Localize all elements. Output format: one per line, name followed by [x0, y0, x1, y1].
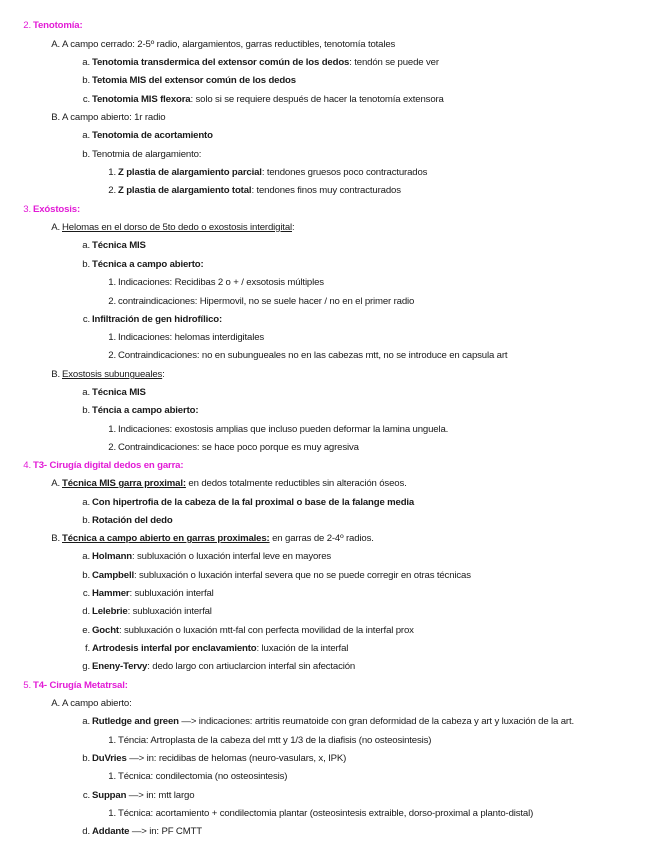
list-marker: b. — [82, 75, 90, 86]
list-marker: 3. — [23, 204, 31, 215]
text-segment: : subluxación o luxación interfal severa que no se puede corregir en otras técnicas — [133, 570, 471, 581]
list-marker: B. — [51, 369, 60, 380]
item-text — [92, 606, 212, 618]
item-text — [92, 387, 146, 399]
item-text — [118, 167, 427, 179]
text-segment: Téncia: Artroplasta de la cabeza del mtt y 1/3 de la diafisis (no osteosintesis) — [118, 735, 432, 746]
list-marker: 1. — [108, 332, 116, 343]
item-text — [92, 826, 202, 838]
text-segment: Suppan — [92, 790, 127, 801]
item-text — [92, 570, 471, 582]
list-marker: 1. — [108, 808, 116, 819]
text-segment: Técnica: acortamiento + condilectomia plantar (osteosintesis extraible, dorso-proximal a planto-distal) — [118, 808, 534, 819]
text-segment: —> in: PF CMTT — [129, 826, 202, 837]
text-segment: Tenotomia de acortamiento — [92, 130, 213, 141]
item-text — [92, 497, 414, 509]
text-segment: Addante — [92, 826, 130, 837]
item-text — [118, 442, 359, 454]
text-segment: Téncia a campo abierto: — [92, 405, 199, 416]
item-text — [92, 149, 201, 161]
text-segment: Indicaciones: exostosis amplias que incluso pueden deformar la lamina unguela. — [118, 424, 449, 435]
list-marker: a. — [82, 497, 90, 508]
text-segment: T4- Cirugía Metatrsal: — [33, 680, 128, 691]
text-segment: Tenotmia de alargamiento: — [92, 149, 202, 160]
list-marker: d. — [82, 826, 90, 837]
text-segment: Técnica: condilectomia (no osteosintesis) — [118, 771, 288, 782]
text-segment: Artrodesis interfal por enclavamiento — [92, 643, 257, 654]
text-segment: Helomas en el dorso de 5to dedo o exostosis interdigital — [62, 222, 292, 233]
text-segment: —> indicaciones: artritis reumatoide con gran deformidad de la cabeza y art y luxación de la art. — [178, 716, 574, 727]
item-text — [62, 698, 132, 710]
item-text — [62, 478, 407, 490]
text-segment: —> in: recidibas de helomas (neuro-vasulars, x, IPK) — [126, 753, 347, 764]
list-marker: 2. — [23, 20, 31, 31]
item-text — [92, 130, 213, 142]
list-marker: 1. — [108, 771, 116, 782]
list-marker: b. — [82, 405, 90, 416]
text-segment: en garras de 2-4º radios. — [269, 533, 374, 544]
item-text — [118, 350, 507, 362]
text-segment: contraindicaciones: Hipermovil, no se suele hacer / no en el primer radio — [118, 296, 415, 307]
text-segment: Técnica MIS — [92, 387, 146, 398]
list-marker: b. — [82, 753, 90, 764]
text-segment: Tenotomía: — [33, 20, 83, 31]
item-text — [92, 405, 198, 417]
text-segment: : — [292, 222, 295, 233]
item-text — [118, 185, 401, 197]
list-marker: 1. — [108, 167, 116, 178]
item-text — [92, 643, 348, 655]
item-text — [92, 588, 214, 600]
list-marker: b. — [82, 259, 90, 270]
item-text — [92, 314, 222, 326]
text-segment: T3- Cirugía digital dedos en garra: — [33, 460, 184, 471]
text-segment: Contraindicaciones: se hace poco porque es muy agresiva — [118, 442, 359, 453]
item-text — [118, 332, 264, 344]
list-marker: 1. — [108, 424, 116, 435]
list-marker: A. — [51, 698, 60, 709]
item-text — [92, 661, 355, 673]
list-marker: a. — [82, 551, 90, 562]
item-text — [92, 551, 331, 563]
item-text — [62, 39, 395, 51]
list-marker: 1. — [108, 277, 116, 288]
list-marker: b. — [82, 570, 90, 581]
list-marker: 2. — [108, 185, 116, 196]
text-segment: Rotación del dedo — [92, 515, 173, 526]
text-segment: Z plastia de alargamiento total — [118, 185, 252, 196]
item-text — [33, 460, 183, 472]
text-segment: : tendones finos muy contracturados — [251, 185, 401, 196]
text-segment: : — [162, 369, 165, 380]
text-segment: Técnica MIS — [92, 240, 146, 251]
text-segment: Técnica MIS garra proximal: — [62, 478, 186, 489]
list-marker: B. — [51, 112, 60, 123]
item-text — [92, 790, 194, 802]
text-segment: A campo cerrado: 2-5º radio, alargamientos, garras reductibles, tenotomía totales — [62, 39, 396, 50]
text-segment: Rutledge and green — [92, 716, 179, 727]
text-segment: : subluxación o luxación interfal leve en mayores — [132, 551, 332, 562]
item-text — [92, 259, 204, 271]
text-segment: : tendones gruesos poco contracturados — [261, 167, 428, 178]
list-marker: b. — [82, 149, 90, 160]
text-segment: Indicaciones: Recidibas 2 o + / exsotosis múltiples — [118, 277, 324, 288]
item-text — [62, 369, 165, 381]
text-segment: Con hipertrofia de la cabeza de la fal proximal o base de la falange media — [92, 497, 415, 508]
text-segment: en dedos totalmente reductibles sin alteración óseos. — [185, 478, 407, 489]
list-marker: g. — [82, 661, 90, 672]
list-marker: c. — [82, 588, 90, 599]
item-text — [118, 296, 414, 308]
text-segment: Lelebrie — [92, 606, 128, 617]
item-text — [33, 680, 128, 692]
item-text — [118, 424, 448, 436]
list-marker: B. — [51, 533, 60, 544]
text-segment: Técnica a campo abierto en garras proximales: — [62, 533, 270, 544]
text-segment: Holmann — [92, 551, 132, 562]
item-text — [33, 20, 83, 32]
item-text — [92, 716, 574, 728]
text-segment: A campo abierto: 1r radio — [62, 112, 166, 123]
text-segment: Contraindicaciones: no en subungueales no en las cabezas mtt, no se introduce en capsula art — [118, 350, 508, 361]
list-marker: c. — [82, 790, 90, 801]
item-text — [92, 57, 439, 69]
text-segment: A campo abierto: — [62, 698, 132, 709]
list-marker: c. — [82, 94, 90, 105]
text-segment: Exóstosis: — [33, 204, 81, 215]
list-marker: c. — [82, 314, 90, 325]
item-text — [33, 204, 80, 216]
list-marker: f. — [84, 643, 90, 654]
text-segment: DuVries — [92, 753, 127, 764]
item-text — [62, 222, 295, 234]
list-marker: 2. — [108, 350, 116, 361]
text-segment: Hammer — [92, 588, 130, 599]
list-marker: A. — [51, 478, 60, 489]
text-segment: Tenotomia transdermica del extensor común de los dedos — [92, 57, 350, 68]
item-text — [92, 753, 346, 765]
list-marker: d. — [82, 606, 90, 617]
list-marker: 4. — [23, 460, 31, 471]
item-text — [92, 625, 414, 637]
list-marker: e. — [82, 625, 90, 636]
text-segment: : subluxación interfal — [129, 588, 214, 599]
item-text — [62, 533, 374, 545]
text-segment: : luxación de la interfal — [256, 643, 349, 654]
item-text — [92, 75, 296, 87]
item-text — [92, 515, 173, 527]
text-segment: —> in: mtt largo — [126, 790, 195, 801]
text-segment: Exostosis subungueales — [62, 369, 163, 380]
text-segment: : dedo largo con artiuclarcion interfal sin afectación — [147, 661, 356, 672]
text-segment: : solo si se requiere después de hacer la tenotomía extensora — [190, 94, 444, 105]
list-marker: A. — [51, 39, 60, 50]
text-segment: Campbell — [92, 570, 134, 581]
text-segment: Z plastia de alargamiento parcial — [118, 167, 262, 178]
list-marker: 2. — [108, 296, 116, 307]
list-marker: A. — [51, 222, 60, 233]
text-segment: : subluxación o luxación mtt-fal con perfecta movilidad de la interfal prox — [118, 625, 414, 636]
text-segment: Eneny-Tervy — [92, 661, 148, 672]
item-text — [118, 277, 324, 289]
item-text — [118, 735, 431, 747]
text-segment: Técnica a campo abierto: — [92, 259, 204, 270]
item-text — [118, 771, 287, 783]
text-segment: Infiltración de gen hidrofílico: — [92, 314, 223, 325]
text-segment: : subluxación interfal — [127, 606, 212, 617]
list-marker: a. — [82, 387, 90, 398]
list-marker: a. — [82, 716, 90, 727]
item-text — [92, 94, 444, 106]
text-segment: Tetomia MIS del extensor común de los dedos — [92, 75, 296, 86]
item-text — [118, 808, 533, 820]
text-segment: Gocht — [92, 625, 119, 636]
item-text — [62, 112, 165, 124]
list-marker: 5. — [23, 680, 31, 691]
list-marker: 1. — [108, 735, 116, 746]
list-marker: a. — [82, 240, 90, 251]
item-text — [92, 240, 146, 252]
list-marker: 2. — [108, 442, 116, 453]
list-marker: b. — [82, 515, 90, 526]
text-segment: Tenotomia MIS flexora — [92, 94, 191, 105]
text-segment: Indicaciones: helomas interdigitales — [118, 332, 265, 343]
list-marker: a. — [82, 57, 90, 68]
text-segment: : tendón se puede ver — [349, 57, 439, 68]
list-marker: a. — [82, 130, 90, 141]
